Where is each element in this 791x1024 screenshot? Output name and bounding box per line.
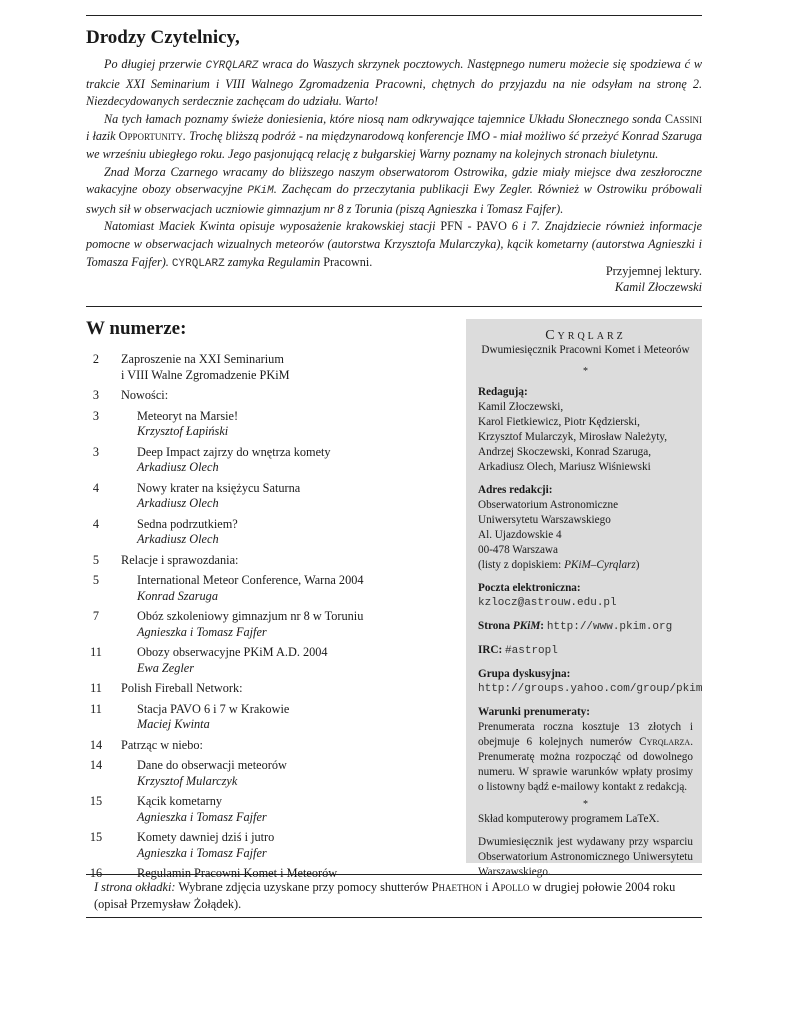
editor-name: Kamil Złoczewski bbox=[614, 280, 702, 294]
toc-entry-title: Meteoryt na Marsie! bbox=[137, 408, 239, 423]
editor-line: Andrzej Skoczewski, Konrad Szaruga, bbox=[478, 446, 652, 458]
toc-page-number: 14 bbox=[89, 758, 103, 772]
editor-line: Krzysztof Mularczyk, Mirosław Należyty, bbox=[478, 431, 668, 443]
toc-entry-title: Kącik kometarny bbox=[137, 794, 223, 808]
caption-label: I strona okładki: bbox=[94, 880, 176, 894]
toc-page-number: 7 bbox=[92, 609, 100, 623]
toc-page-number: 3 bbox=[92, 408, 100, 423]
typesetting-note: Skład komputerowy programem LaTeX. bbox=[478, 813, 660, 825]
toc-entry-title: Dane do obserwacji meteorów bbox=[137, 758, 287, 772]
toc-entry-title: International Meteor Conference, Warna 2004 bbox=[137, 573, 364, 587]
toc-entry-title: i VIII Walne Zgromadzenie PKiM bbox=[121, 367, 290, 382]
signature bbox=[606, 263, 702, 295]
toc-title: W numerze: bbox=[86, 318, 187, 339]
toc-entry bbox=[86, 794, 456, 825]
toc-page-number: 16 bbox=[89, 866, 103, 880]
caption-bottom-rule bbox=[86, 917, 702, 918]
address-line: Al. Ujazdowskie 4 bbox=[478, 529, 562, 541]
toc-entry bbox=[86, 738, 456, 754]
toc-entry bbox=[86, 645, 456, 676]
toc-entry-title: Obóz szkoleniowy gimnazjum nr 8 w Toruniu bbox=[137, 609, 364, 623]
toc-entry bbox=[86, 352, 456, 383]
address-line: Obserwatorium Astronomiczne bbox=[478, 499, 619, 511]
toc-entry bbox=[86, 609, 456, 640]
website-link[interactable]: http://www.pkim.org bbox=[546, 621, 673, 633]
toc-entry bbox=[86, 830, 456, 861]
group-block bbox=[478, 667, 703, 697]
table-of-contents bbox=[86, 352, 456, 887]
toc-entry-title: Relacje i sprawozdania: bbox=[121, 552, 239, 567]
toc-entry-author: Agnieszka i Tomasz Fajfer bbox=[137, 809, 267, 824]
toc-page-number: 11 bbox=[90, 701, 102, 716]
editors-label: Redagują: bbox=[478, 386, 528, 398]
latex-logo: LaTeX bbox=[625, 813, 657, 825]
toc-entry bbox=[86, 517, 456, 548]
editor-line: Kamil Złoczewski, bbox=[478, 401, 564, 413]
toc-page-number: 3 bbox=[92, 444, 100, 459]
irc-channel[interactable]: #astropl bbox=[505, 645, 558, 657]
address-label: Adres redakcji: bbox=[478, 484, 553, 496]
toc-entry-author: Arkadiusz Olech bbox=[137, 532, 219, 546]
toc-entry-author: Arkadiusz Olech bbox=[137, 496, 219, 510]
toc-entry-title: Patrząc w niebo: bbox=[121, 737, 203, 752]
toc-entry bbox=[86, 573, 456, 604]
address-note: (listy z dopiskiem: PKiM–Cyrqlarz) bbox=[478, 559, 640, 571]
toc-entry-author: Konrad Szaruga bbox=[137, 588, 218, 603]
toc-entry-title: Regulamin Pracowni Komet i Meteorów bbox=[137, 866, 338, 880]
address-line: Uniwersytetu Warszawskiego bbox=[478, 514, 611, 526]
toc-page-number: 15 bbox=[89, 794, 103, 808]
toc-entry-title: Sedna podrzutkiem? bbox=[137, 516, 238, 531]
masthead-box bbox=[466, 319, 703, 878]
toc-entry-author: Krzysztof Łapiński bbox=[137, 424, 229, 438]
toc-page-number: 3 bbox=[92, 388, 100, 402]
toc-entry-title: Zaproszenie na XXI Seminarium bbox=[121, 352, 284, 366]
toc-entry-title: Komety dawniej dziś i jutro bbox=[137, 830, 275, 844]
toc-entry-title: Polish Fireball Network: bbox=[121, 681, 243, 695]
subscription-block: Warunki prenumeraty: Prenumerata roczna kosztuje 13 złotych i obejmuje 6 kolejnych numerów Cyrqlarza. Prenumeratę można rozpocząć od dowolnego numeru. W sprawie warunków wpłaty prosimy o listowny bądź e-mailowy kontakt z redakcją. bbox=[478, 706, 693, 793]
caption-top-rule bbox=[86, 874, 702, 875]
toc-entry bbox=[86, 409, 456, 440]
group-link[interactable]: http://groups.yahoo.com/group/pkim bbox=[478, 683, 703, 695]
toc-entry bbox=[86, 388, 456, 404]
intro-paragraph: Znad Morza Czarnego wracamy do bliższego naszym obserwatorom Ostrowika, gdzie miały miejsce dwa zeszłoroczne wakacyjne obozy obserwacyjne PKiM. Zachęcam do przeczytania publikacji Ewy Zegler. Również w Ostrowiku próbowali swych sił w obserwacjach uczniowie gimnazjum nr 8 z Torunia (piszą Agnieszka i Tomasz Fajfer). bbox=[86, 164, 702, 216]
toc-entry-author: Krzysztof Mularczyk bbox=[137, 773, 238, 788]
middle-rule bbox=[86, 306, 702, 307]
toc-page-number: 11 bbox=[90, 681, 102, 695]
irc-block bbox=[478, 643, 693, 659]
email-label: Poczta elektroniczna: bbox=[478, 582, 581, 594]
toc-entry-title: Nowości: bbox=[121, 388, 169, 402]
editors-block bbox=[478, 385, 693, 475]
toc-page-number: 14 bbox=[89, 737, 103, 752]
subscription-label: Warunki prenumeraty: bbox=[478, 706, 590, 718]
toc-entry bbox=[86, 481, 456, 512]
toc-entry bbox=[86, 681, 456, 697]
toc-entry-title: Nowy krater na księżycu Saturna bbox=[137, 480, 301, 495]
group-label: Grupa dyskusyjna: bbox=[478, 668, 571, 680]
page-title: Drodzy Czytelnicy, bbox=[86, 27, 240, 48]
editorial-intro bbox=[86, 56, 702, 273]
toc-entry bbox=[86, 702, 456, 733]
toc-entry-author: Agnieszka i Tomasz Fajfer bbox=[137, 624, 267, 639]
closing-line: Przyjemnej lektury. bbox=[605, 264, 702, 278]
editor-line: Karol Fietkiewicz, Piotr Kędzierski, bbox=[478, 416, 640, 428]
toc-entry-author: Arkadiusz Olech bbox=[137, 460, 219, 474]
toc-entry bbox=[86, 445, 456, 476]
irc-label: IRC: bbox=[478, 644, 503, 656]
toc-page-number: 5 bbox=[92, 573, 100, 587]
masthead-title: Cyrqlarz bbox=[545, 328, 626, 343]
funding-note: Dwumiesięcznik jest wydawany przy wsparciu Obserwatorium Astronomicznego Uniwersytetu Warszawskiego. bbox=[478, 836, 693, 878]
cover-caption: I strona okładki: Wybrane zdjęcia uzyskane przy pomocy shutterów Phaethon i Apollo w drugiej połowie 2004 roku (opisał Przemysław Żołądek). bbox=[94, 880, 676, 911]
separator-star: * bbox=[583, 366, 588, 377]
toc-page-number: 4 bbox=[92, 480, 100, 495]
email-block bbox=[478, 581, 693, 611]
intro-paragraph: Na tych łamach poznamy świeże doniesienia, które niosą nam odkrywające tajemnice Układu Słonecznego sonda Cassini i łazik Opportunity. Trochę bliższą podróż - na międzynarodową konferencje IMO - miał możliwo ść przeżyć Konrad Szaruga we wrześniu ubiegłego roku. Jego pasjonującą relację z bułgarskiej Warny poznamy na kolejnych stronach biuletynu. bbox=[86, 111, 703, 161]
toc-page-number: 4 bbox=[92, 516, 100, 531]
intro-paragraph: Natomiast Maciek Kwinta opisuje wyposażenie krakowskiej stacji PFN - PAVO 6 i 7. Znajdziecie również informacje pomocne w obserwacjach wizualnych meteorów (autorstwa Krzysztofa Mularczyka), kącik kometarny (autorstwa Agnieszki i Tomasza Fajfer). CYRQLARZ zamyka Regulamin Pracowni. bbox=[86, 219, 703, 270]
intro-paragraph: Po długiej przerwie CYRQLARZ wraca do Waszych skrzynek pocztowych. Następnego numeru możecie się spodziewa ć w trakcie XXI Seminarium i VIII Walnego Zgromadzenia Pracowni, chętnych do przyjazdu na nie odsyłam na stronę 2. Niezdecydowanych serdecznie zachęcam do udziału. Warto! bbox=[86, 57, 702, 109]
masthead-subtitle: Dwumiesięcznik Pracowni Komet i Meteorów bbox=[481, 344, 690, 356]
toc-page-number: 2 bbox=[92, 352, 100, 366]
toc-entry bbox=[86, 758, 456, 789]
toc-entry-title: Obozy obserwacyjne PKiM A.D. 2004 bbox=[137, 645, 328, 659]
address-line: 00-478 Warszawa bbox=[478, 544, 558, 556]
toc-entry-author: Maciej Kwinta bbox=[137, 717, 210, 731]
toc-entry bbox=[86, 553, 456, 569]
toc-page-number: 15 bbox=[89, 830, 103, 844]
toc-page-number: 11 bbox=[90, 645, 102, 659]
website-block: Strona PKiM: http://www.pkim.org bbox=[478, 620, 673, 633]
toc-page-number: 5 bbox=[92, 552, 100, 567]
separator-star: * bbox=[583, 799, 588, 810]
toc-entry-author: Agnieszka i Tomasz Fajfer bbox=[137, 845, 267, 860]
email-link[interactable]: kzlocz@astrouw.edu.pl bbox=[478, 597, 617, 609]
toc-entry-author: Ewa Zegler bbox=[137, 660, 195, 675]
editor-line: Arkadiusz Olech, Mariusz Wiśniewski bbox=[478, 461, 651, 473]
toc-entry-title: Deep Impact zajrzy do wnętrza komety bbox=[137, 444, 331, 459]
top-rule bbox=[86, 15, 702, 16]
address-block bbox=[478, 483, 693, 573]
toc-entry-title: Stacja PAVO 6 i 7 w Krakowie bbox=[137, 701, 290, 716]
